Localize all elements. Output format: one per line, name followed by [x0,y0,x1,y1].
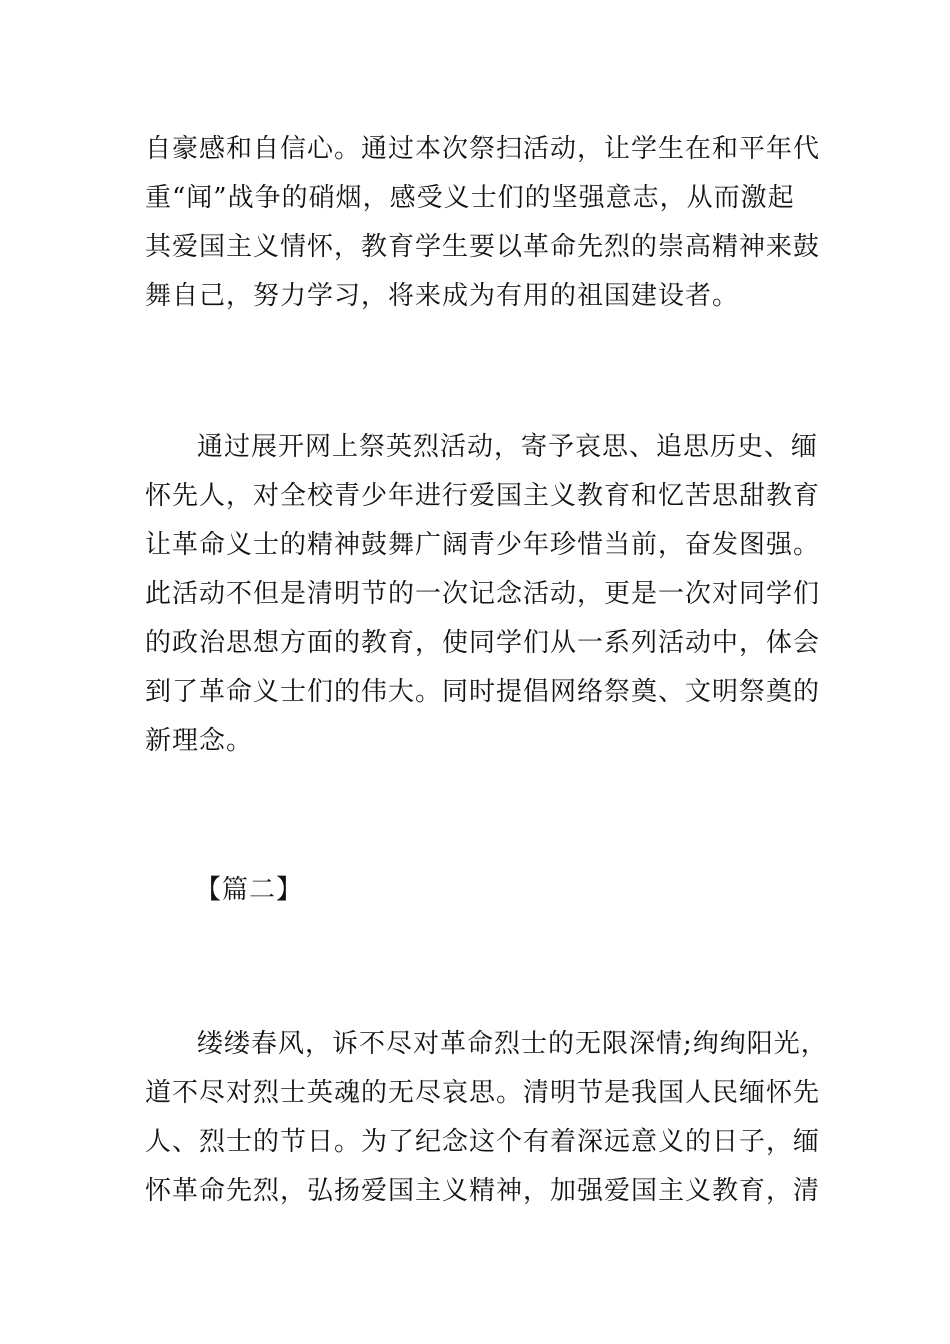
paragraph-line: 其爱国主义情怀，教育学生要以革命先烈的崇高精神来鼓 [145,232,821,262]
paragraph-line: 让革命义士的精神鼓舞广阔青少年珍惜当前，奋发图强。 [145,530,821,560]
paragraph-line: 舞自己，努力学习，将来成为有用的祖国建设者。 [145,281,740,311]
paragraph-line: 通过展开网上祭英烈活动，寄予哀思、追思历史、缅 [197,432,819,462]
section-heading-text: 【篇二】 [195,875,304,905]
paragraph-2 [145,423,821,766]
paragraph-line: 怀先人，对全校青少年进行爱国主义教育和忆苦思甜教育 [145,481,821,511]
paragraph-line: 到了革命义士们的伟大。同时提倡网络祭奠、文明祭奠的 [145,677,821,707]
paragraph-line: 怀革命先烈，弘扬爱国主义精神，加强爱国主义教育，清 [145,1176,821,1206]
section-heading [195,866,860,915]
paragraph-line: 人、烈士的节日。为了纪念这个有着深远意义的日子，缅 [145,1127,821,1157]
paragraph-line: 的政治思想方面的教育，使同学们从一系列活动中，体会 [145,628,821,658]
paragraph-line: 自豪感和自信心。通过本次祭扫活动，让学生在和平年代 [145,134,821,164]
paragraph-1 [145,125,821,321]
paragraph-line: 重“闻”战争的硝烟，感受义士们的坚强意志，从而激起 [145,183,795,213]
paragraph-line: 新理念。 [145,726,254,756]
paragraph-line: 缕缕春风，诉不尽对革命烈士的无限深情;绚绚阳光， [197,1029,828,1059]
paragraph-3 [145,1020,828,1216]
paragraph-line: 道不尽对烈士英魂的无尽哀思。清明节是我国人民缅怀先 [145,1078,821,1108]
paragraph-line: 此活动不但是清明节的一次记念活动，更是一次对同学们 [145,579,821,609]
